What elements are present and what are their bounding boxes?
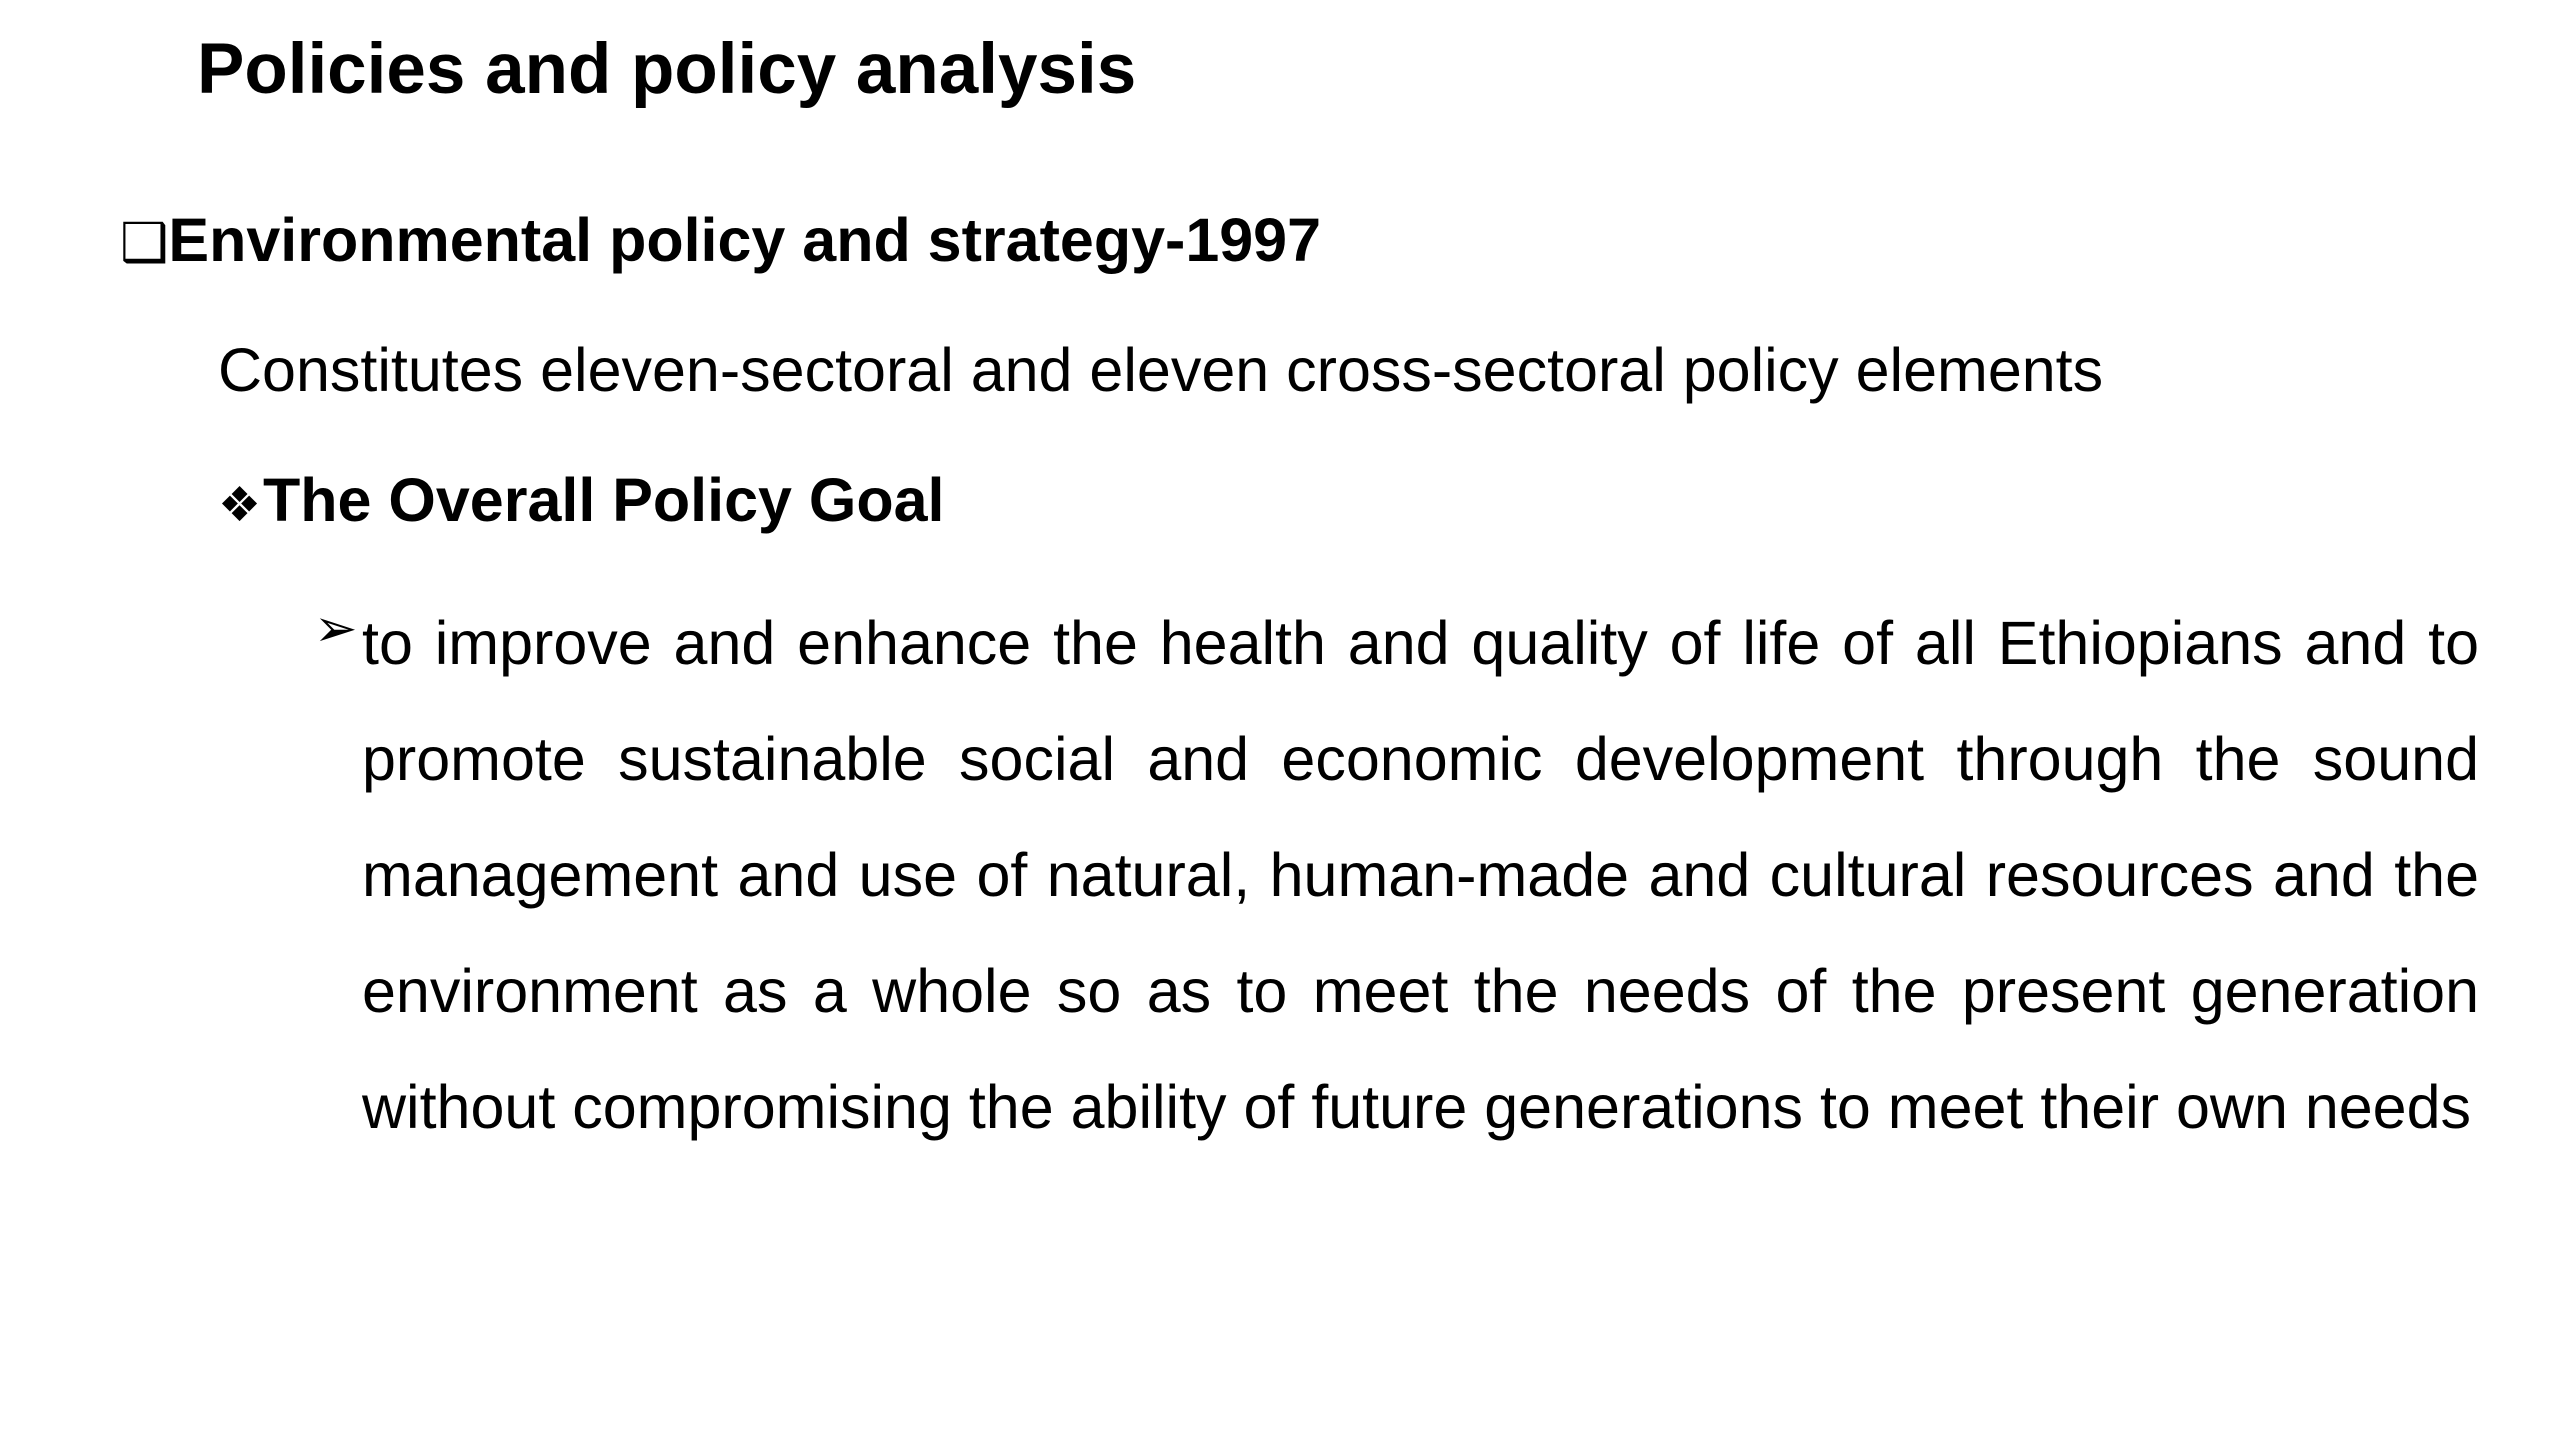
hollow-square-bullet-icon: ❑: [120, 211, 169, 274]
policy-goal-text: to improve and enhance the health and quality of life of all Ethiopians and to promote sustainable social and economic development through the sound management and use of natural, human-made and cultural resources and the environment as a whole so as to meet the needs of the present generation without compromising the ability of future generations to meet their own needs: [362, 609, 2479, 1141]
policy-goal-item: [314, 585, 2479, 1165]
section-heading: Environmental policy and strategy-1997: [168, 206, 1322, 274]
arrowhead-bullet-icon: ➢: [314, 599, 358, 659]
four-diamond-bullet-icon: ❖: [218, 477, 262, 533]
subsection-heading: The Overall Policy Goal: [263, 466, 945, 534]
section-heading-item: [120, 196, 1321, 287]
policy-description: Constitutes eleven-sectoral and eleven cross-sectoral policy elements: [218, 336, 2104, 404]
subsection-heading-item: [218, 456, 944, 549]
slide-title: Policies and policy analysis: [197, 30, 1137, 109]
